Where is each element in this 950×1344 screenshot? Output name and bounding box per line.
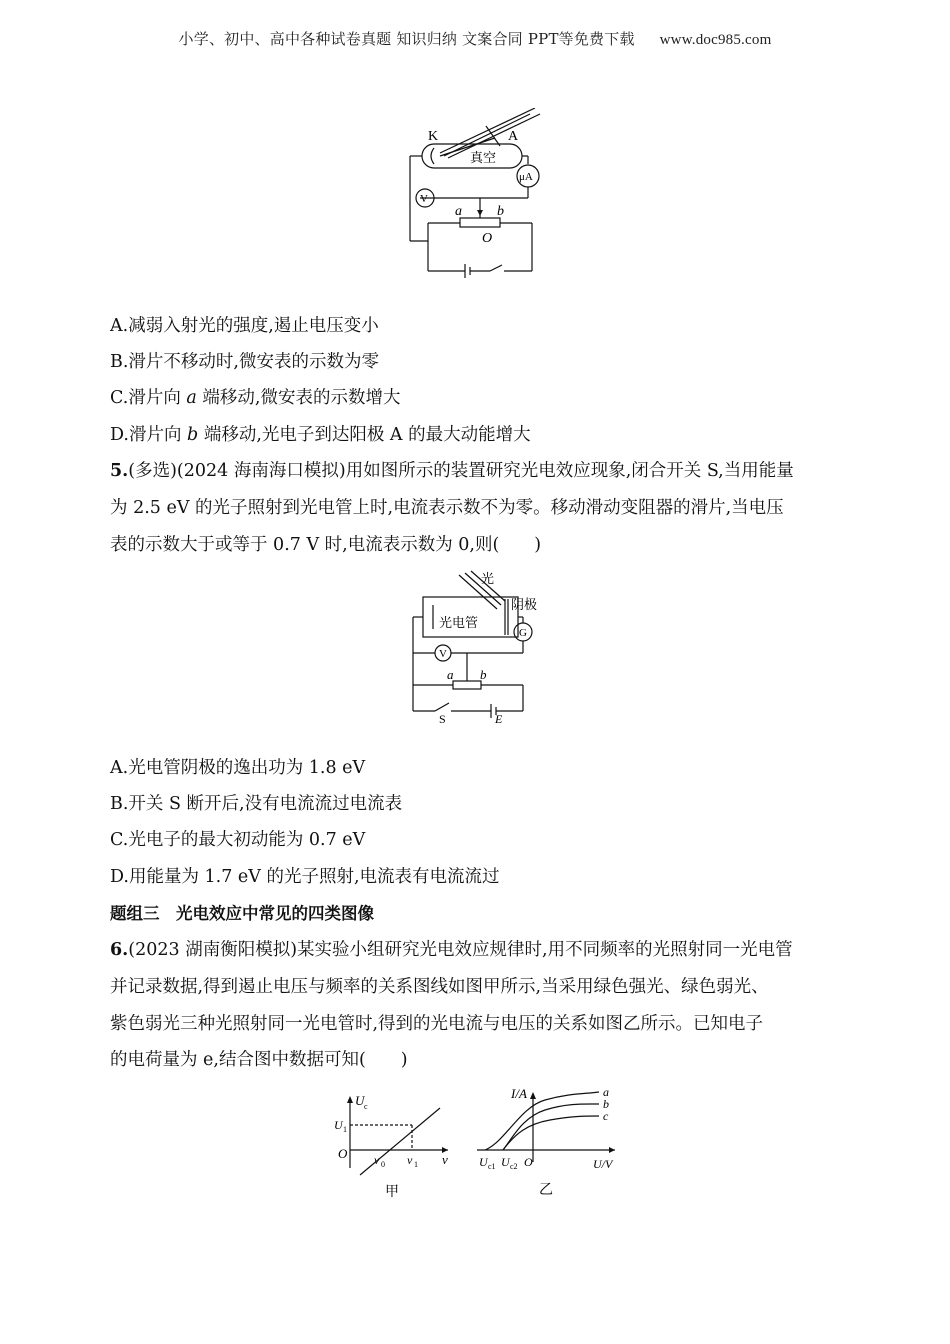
- jia-u1-sub: 1: [343, 1125, 347, 1134]
- jia-x-label: ν: [442, 1152, 448, 1167]
- jia-u1-label: U: [334, 1118, 343, 1132]
- jia-y-label: U: [355, 1093, 365, 1108]
- q5-line-2: 为 2.5 eV 的光子照射到光电管上时,电流表示数不为零。移动滑动变阻器的滑片,当电压: [110, 498, 784, 518]
- q4-option-b: B.滑片不移动时,微安表的示数为零: [110, 352, 379, 372]
- yi-x-label: U/V: [593, 1157, 613, 1171]
- q6-line-1: [110, 937, 793, 963]
- yi-y-label: I/A: [511, 1086, 527, 1101]
- q5-line-1-text: (多选)(2024 海南海口模拟)用如图所示的装置研究光电效应现象,闭合开关 S,当用能量: [128, 461, 794, 481]
- q4-option-d-post: 端移动,光电子到达阳极 A 的最大动能增大: [198, 425, 531, 445]
- fig2-label-s: S: [439, 712, 446, 725]
- yi-caption: 乙: [539, 1183, 553, 1198]
- jia-origin: O: [338, 1146, 348, 1161]
- fig2-label-e: E: [495, 712, 503, 725]
- q4-option-c-pre: C.滑片向: [110, 388, 187, 408]
- figure-graph-yi: [475, 1082, 635, 1206]
- fig1-label-a: A: [508, 129, 519, 144]
- q6-line-4: 的电荷量为 e,结合图中数据可知( ): [110, 1050, 408, 1070]
- q5-option-c: C.光电子的最大初动能为 0.7 eV: [110, 830, 366, 850]
- q5-number: 5.: [110, 461, 129, 481]
- q5-line-3: 表的示数大于或等于 0.7 V 时,电流表示数为 0,则( ): [110, 535, 542, 555]
- fig2-label-a: a: [447, 667, 454, 682]
- fig2-label-b: b: [480, 667, 487, 682]
- q4-option-a: A.减弱入射光的强度,遏止电压变小: [110, 316, 379, 336]
- q6-line-3: 紫色弱光三种光照射同一光电管时,得到的光电流与电压的关系如图乙所示。已知电子: [110, 1014, 764, 1034]
- yi-uc1-label: U: [479, 1155, 488, 1169]
- jia-y-sub: c: [364, 1102, 368, 1111]
- q5-option-d: D.用能量为 1.7 eV 的光子照射,电流表有电流流过: [110, 867, 500, 887]
- fig2-label-g: G: [519, 627, 527, 639]
- fig1-label-ua: μA: [519, 171, 533, 183]
- header-site: www.doc985.com: [659, 32, 772, 48]
- yi-curve-b: b: [603, 1097, 609, 1111]
- fig2-label-tube: 光电管: [439, 615, 479, 630]
- q6-line-1-text: (2023 湖南衡阳模拟)某实验小组研究光电效应规律时,用不同频率的光照射同一光电管: [128, 940, 793, 960]
- fig1-label-b-end: b: [497, 204, 504, 219]
- fig2-label-light: 光: [481, 571, 495, 586]
- q6-line-2: 并记录数据,得到遏止电压与频率的关系图线如图甲所示,当采用绿色强光、绿色弱光、: [110, 977, 769, 997]
- q4-option-c-post: 端移动,微安表的示数增大: [196, 388, 401, 408]
- fig1-label-vacuum: 真空: [470, 150, 497, 165]
- q5-option-b: B.开关 S 断开后,没有电流流过电流表: [110, 794, 403, 814]
- yi-curve-c: c: [603, 1109, 609, 1123]
- yi-origin: O: [524, 1155, 533, 1169]
- q4-option-c: [110, 385, 400, 411]
- yi-curve-a: a: [603, 1085, 609, 1099]
- q6-number: 6.: [110, 940, 129, 960]
- jia-v1-sub: 1: [414, 1160, 418, 1169]
- jia-caption: 甲: [385, 1185, 399, 1200]
- fig1-label-o: O: [482, 231, 493, 246]
- fig2-label-v: V: [439, 648, 447, 660]
- jia-v0-sub: 0: [381, 1160, 385, 1169]
- page-header: [0, 28, 950, 49]
- fig1-label-v: V: [420, 193, 428, 205]
- yi-uc2-sub: c2: [510, 1162, 518, 1171]
- header-text: 小学、初中、高中各种试卷真题 知识归纳 文案合同 PPT等免费下载: [178, 30, 635, 48]
- figure-circuit-2: [405, 565, 545, 725]
- jia-v1-label: ν: [407, 1153, 413, 1167]
- q4-option-d: [110, 422, 531, 448]
- figure-circuit-1: [400, 108, 560, 278]
- q5-option-a: A.光电管阴极的逸出功为 1.8 eV: [110, 758, 366, 778]
- section-heading: 题组三 光电效应中常见的四类图像: [110, 904, 374, 923]
- yi-uc1-sub: c1: [488, 1162, 496, 1171]
- figure-graph-jia: [330, 1088, 460, 1208]
- fig1-label-a-end: a: [455, 204, 462, 219]
- jia-v0-label: ν: [374, 1153, 380, 1167]
- fig2-label-cathode: 阴极: [511, 597, 538, 612]
- yi-uc2-label: U: [501, 1155, 510, 1169]
- q4-option-d-var: b: [187, 425, 199, 445]
- q4-option-c-var: a: [186, 388, 197, 408]
- fig1-label-k: K: [428, 129, 439, 144]
- q4-option-d-pre: D.滑片向: [110, 425, 188, 445]
- q5-line-1: [110, 458, 794, 484]
